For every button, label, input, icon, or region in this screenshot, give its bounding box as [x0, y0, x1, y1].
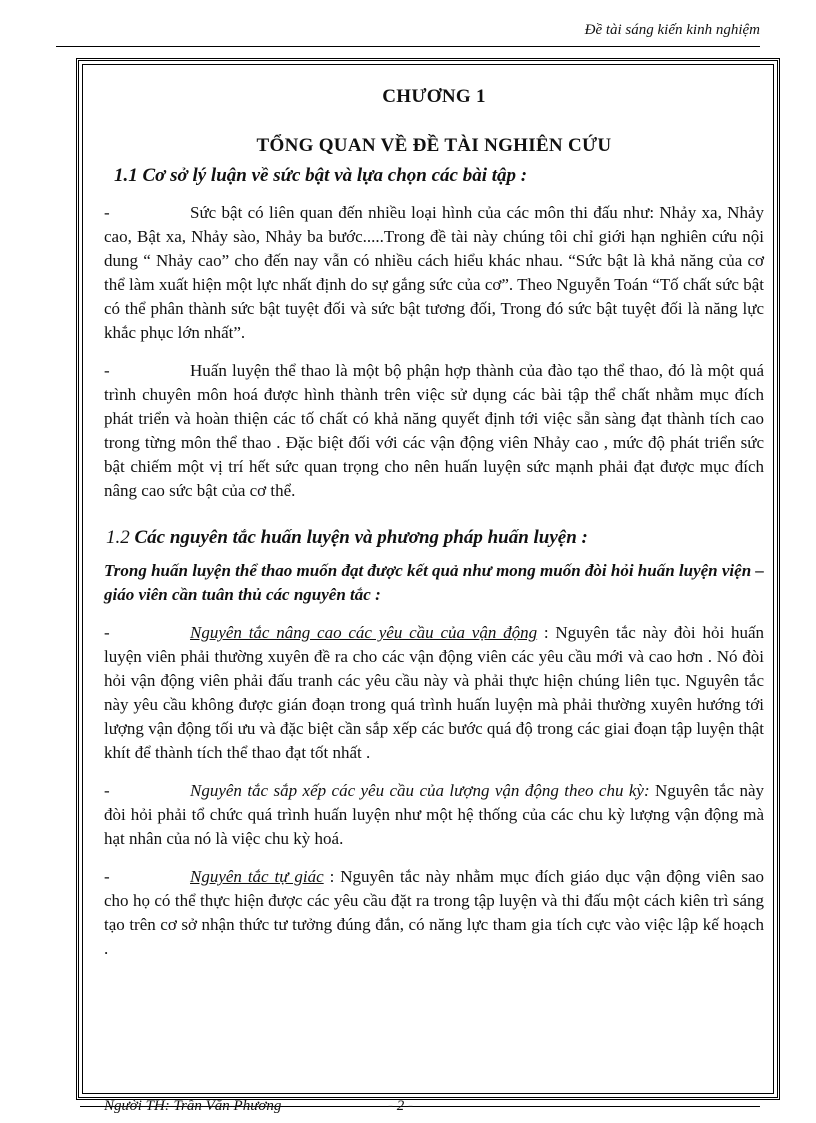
header-rule: [56, 46, 760, 47]
principle-1-name: Nguyên tắc nâng cao các yêu cầu của vận động: [190, 623, 538, 642]
principle-3-separator: :: [323, 867, 341, 886]
footer-author: Người TH: Trần Văn Phương: [104, 1098, 282, 1114]
principle-3-name: Nguyên tắc tự giác: [190, 867, 324, 886]
principle-2-text: Nguyên tắc này đòi hỏi phải tổ chức quá trình huấn luyện như một hệ thống của các chu kỳ lượng vận động mà hạt nhân của nó là việc chu kỳ hoá.: [104, 781, 765, 848]
chapter-title: TỔNG QUAN VỀ ĐỀ TÀI NGHIÊN CỨU: [256, 135, 612, 156]
bullet-dash: -: [104, 361, 110, 380]
paragraph-2-text: Huấn luyện thể thao là một bộ phận hợp thành của đào tạo thể thao, đó là một quá trình chuyên môn hoá được hình thành trên việc sử dụng các bài tập thể chất nhằm mục đích phát triển và hoàn thiện các tố chất có khả năng quyết định tới việc sẵn sàng đạt thành tích cao trong từng môn thể thao . Đặc biệt đối với các vận động viên Nhảy cao , mức độ phát triển sức bật chiếm một vị trí hết sức quan trọng cho nên huấn luyện sức mạnh phải đạt được mục đích nâng cao sức bật của cơ thể.: [104, 361, 764, 500]
page-content: [104, 86, 764, 961]
principle-3: [104, 865, 764, 961]
principle-1: [104, 621, 764, 765]
bullet-dash: -: [104, 867, 110, 886]
principle-1-text: Nguyên tắc này đòi hỏi huấn luyện viên phải thường xuyên đề ra cho các vận động viên các yêu cầu mới và cao hơn . Nó đòi hỏi vận động viên phải đấu tranh các yêu cầu này và phải thực hiện chúng liên tục. Nguyên tắc này yêu cầu không được gián đoạn trong quá trình huấn luyện mà phải thường xuyên hướng tới lượng vận động tối ưu và đặc biệt cần sắp xếp các bước quá độ trong các giai đoạn tập luyện thật khít để thành tích thể thao đạt tốt nhất .: [104, 623, 764, 762]
section-1-2-lead: Trong huấn luyện thể thao muốn đạt được kết quả như mong muốn đòi hỏi huấn luyện viện – giáo viên cần tuân thủ các nguyên tắc :: [104, 561, 764, 604]
paragraph-1: [104, 201, 764, 345]
section-1-2-heading: [106, 527, 764, 549]
paragraph-2: [104, 359, 764, 503]
principle-2: [104, 779, 764, 851]
page-number: - 2 -: [388, 1098, 413, 1114]
section-1-2-number: 1.2: [106, 527, 130, 548]
section-1-1-heading: 1.1 Cơ sở lý luận về sức bật và lựa chọn các bài tập :: [114, 165, 528, 186]
section-1-2-title: Các nguyên tắc huấn luyện và phương pháp huấn luyện :: [134, 527, 588, 548]
chapter-number: CHƯƠNG 1: [382, 86, 486, 107]
running-header: Đề tài sáng kiến kinh nghiệm: [584, 22, 760, 38]
paragraph-1-text: Sức bật có liên quan đến nhiều loại hình của các môn thi đấu như: Nhảy xa, Nhảy cao, Bật xa, Nhảy sào, Nhảy ba bước.....Trong đề tài này chúng tôi chỉ giới hạn nghiên cứu nội dung “ Nhảy cao” cho đến nay vẫn có nhiều cách hiểu khác nhau. “Sức bật là khả năng của cơ thể làm xuất hiện một lực nhất định do sự gắng sức của cơ”. Theo Nguyễn Toán “Tố chất sức bật có thể phân thành sức bật tuyệt đối và sức bật tương đối, Trong đó sức bật tuyệt đối là năng lực khắc phục lớn nhất”.: [104, 203, 764, 342]
bullet-dash: -: [104, 781, 110, 800]
principle-3-text: Nguyên tắc này nhằm mục đích giáo dục vận động viên sao cho họ có thể thực hiện được các yêu cầu đặt ra trong tập luyện và thi đấu một cách kiên trì sáng tạo trên cơ sở nhận thức tư tưởng đúng đắn, có năng lực tham gia tích cực vào việc lập kế hoạch .: [104, 867, 764, 958]
bullet-dash: -: [104, 623, 110, 642]
principle-2-name: Nguyên tắc sắp xếp các yêu cầu của lượng vận động theo chu kỳ:: [190, 781, 650, 800]
bullet-dash: -: [104, 203, 110, 222]
principle-1-separator: :: [537, 623, 556, 642]
